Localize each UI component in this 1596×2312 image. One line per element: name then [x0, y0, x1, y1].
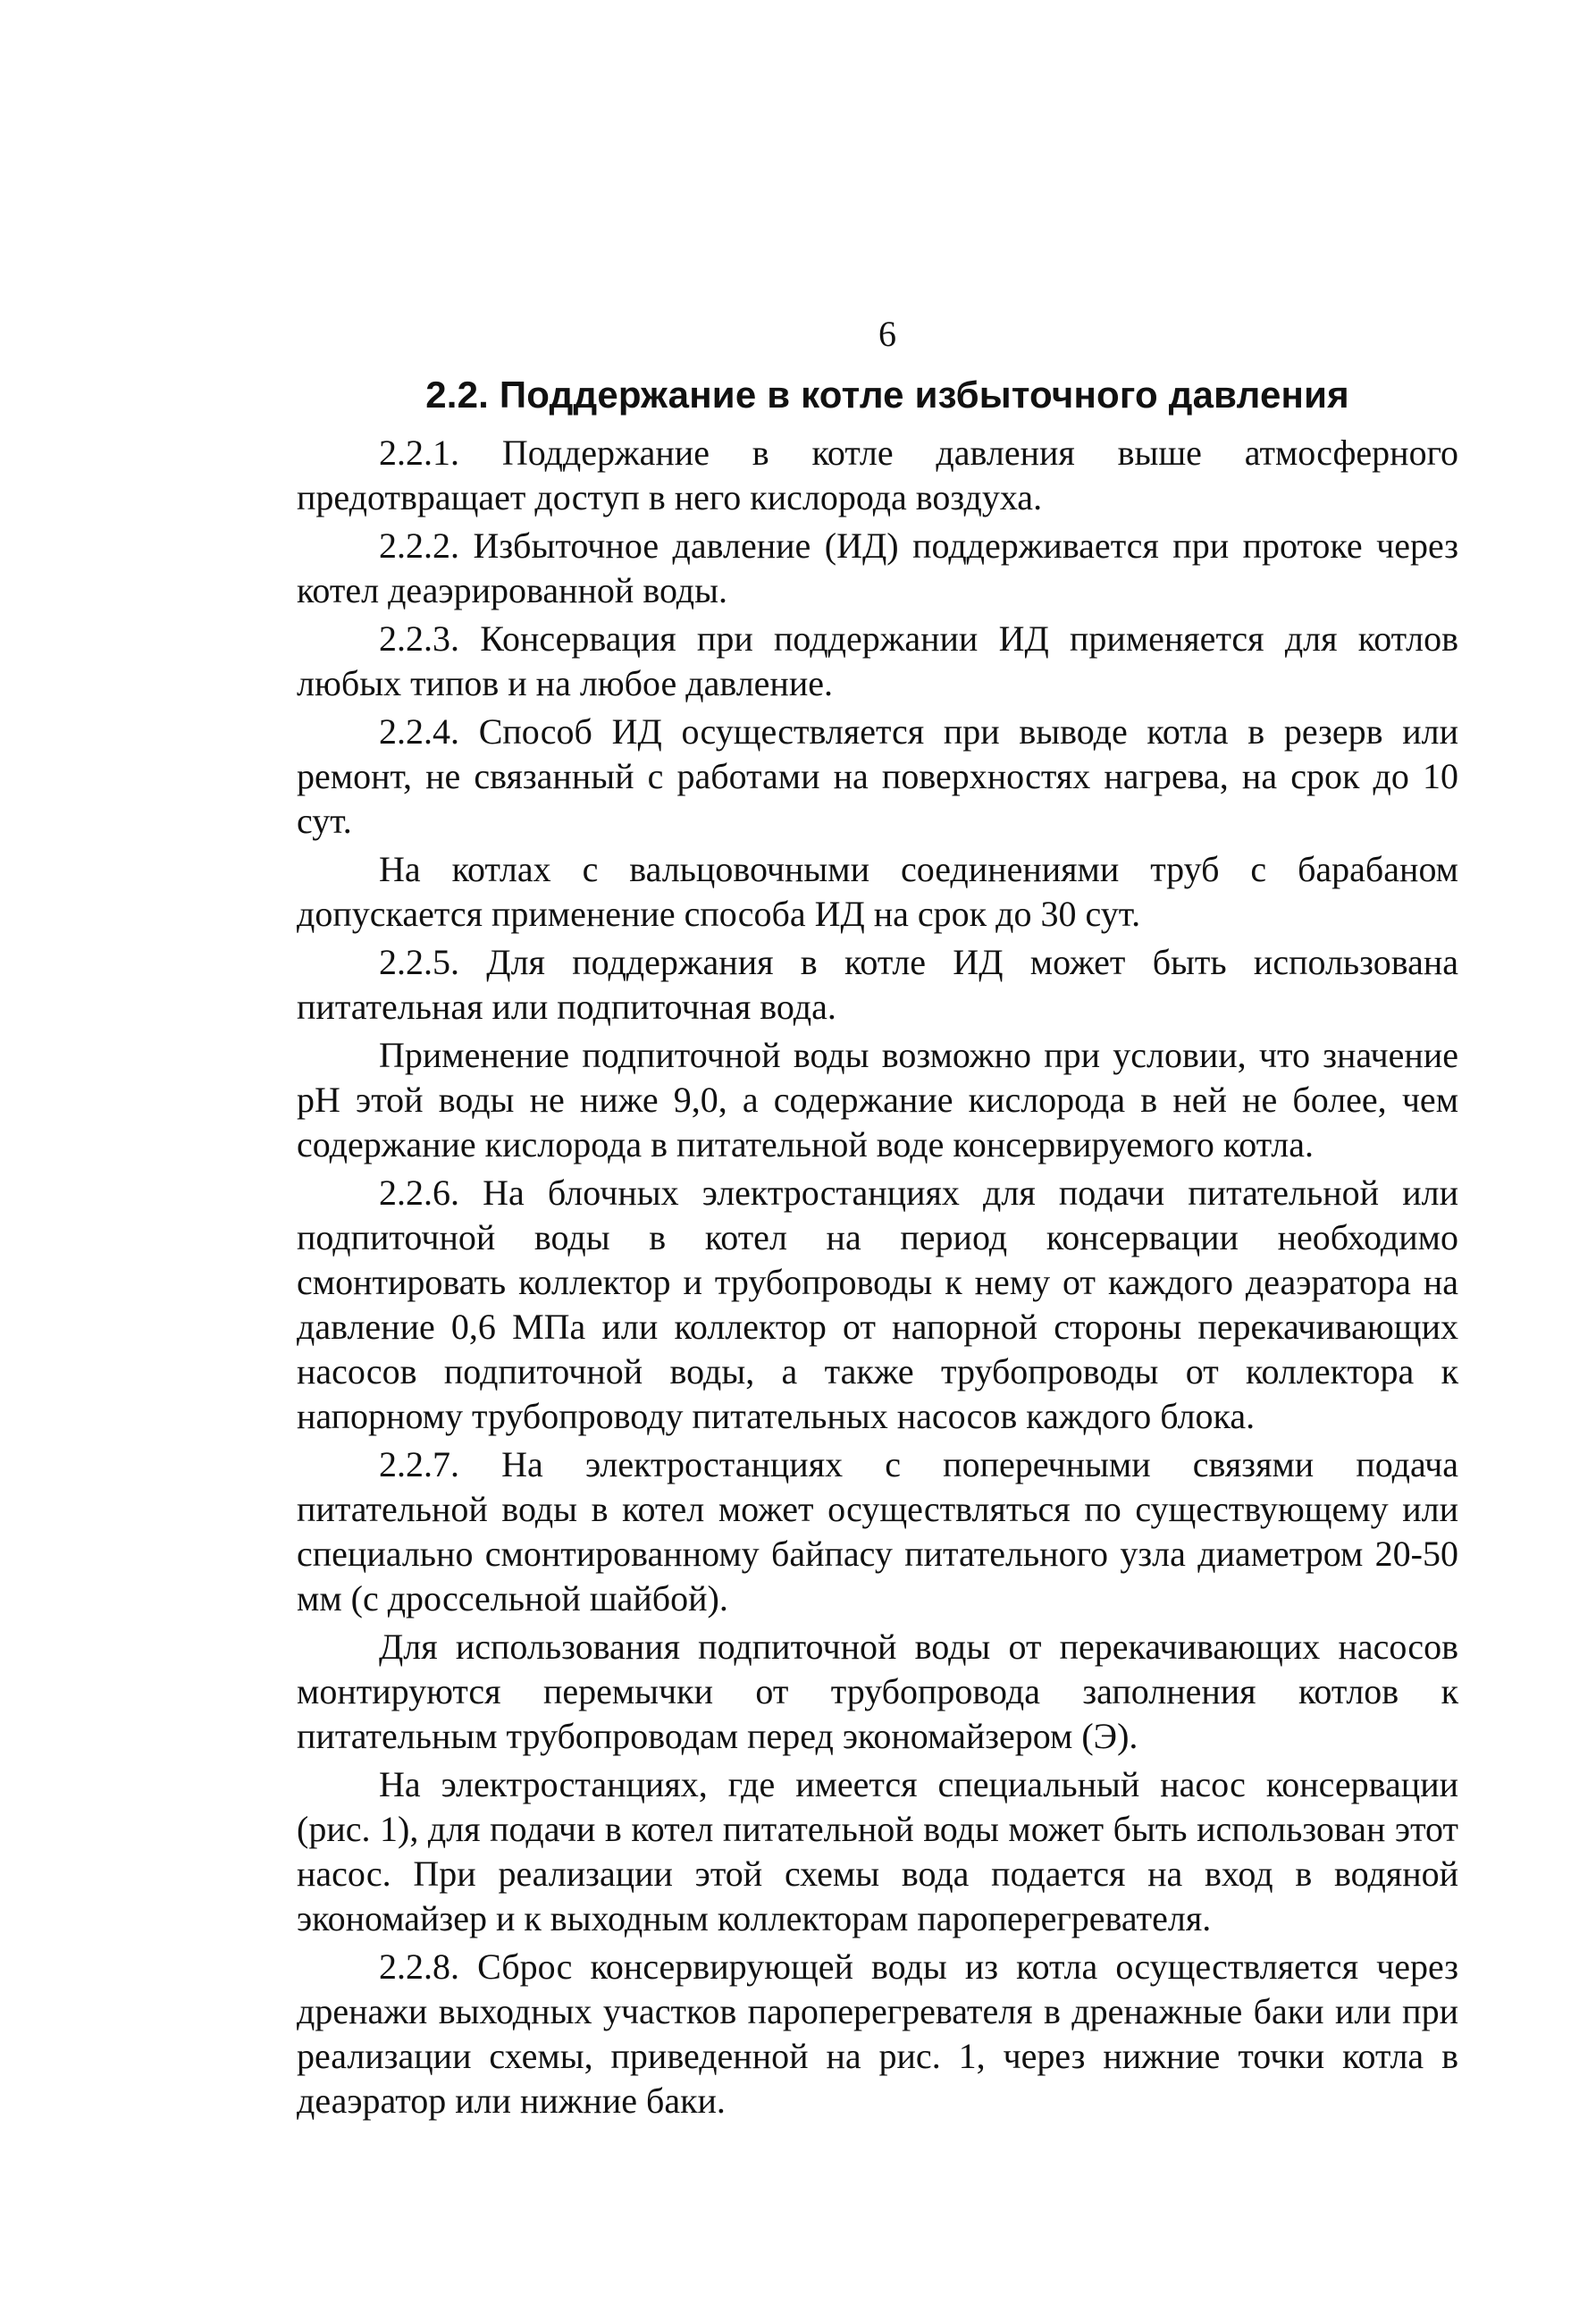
paragraph-2-2-7-note-2: На электростанциях, где имеется специальный насос консервации (рис. 1), для подачи в котел питательной воды может быть использован этот насос. При реализации этой схемы вода подается на вход в водяной экономайзер и к выходным коллекторам пароперегревателя. — [297, 1764, 1458, 1938]
paragraph-2-2-5-note: Применение подпиточной воды возможно при условии, что значение pH этой воды не ниже 9,0, а содержание кислорода в ней не более, чем содержание кислорода в питательной воде консервируемого котла. — [297, 1035, 1458, 1164]
paragraph-2-2-4: 2.2.4. Способ ИД осуществляется при выводе котла в резерв или ремонт, не связанный с работами на поверхностях нагрева, на срок до 10 сут. — [297, 711, 1458, 841]
paragraph-2-2-1: 2.2.1. Поддержание в котле давления выше атмосферного предотвращает доступ в него кислорода воздуха. — [297, 433, 1458, 517]
paragraph-2-2-6: 2.2.6. На блочных электростанциях для подачи питательной или подпиточной воды в котел на период консервации необходимо смонтировать коллектор и трубопроводы к нему от каждого деаэратора на давление 0,6 МПа или коллектор от напорной стороны перекачивающих насосов подпиточной воды, а также трубопроводы от коллектора к напорному трубопроводу питательных насосов каждого блока. — [297, 1173, 1458, 1436]
paragraph-2-2-7: 2.2.7. На электростанциях с поперечными связями подача питательной воды в котел может осуществляться по существующему или специально смонтированному байпасу питательного узла диаметром 20-50 мм (с дроссельной шайбой). — [297, 1444, 1458, 1618]
body-text — [297, 431, 1458, 2123]
paragraph-2-2-7-note-1: Для использования подпиточной воды от перекачивающих насосов монтируются перемычки от трубопровода заполнения котлов к питательным трубопроводам перед экономайзером (Э). — [297, 1627, 1458, 1756]
page-number: 6 — [878, 314, 896, 354]
paragraph-2-2-2: 2.2.2. Избыточное давление (ИД) поддерживается при протоке через котел деаэрированной воды. — [297, 525, 1458, 610]
paragraph-2-2-8: 2.2.8. Сброс консервирующей воды из котла осуществляется через дренажи выходных участков пароперегревателя в дренажные баки или при реализации схемы, приведенной на рис. 1, через нижние точки котла в деаэратор или нижние баки. — [297, 1946, 1458, 2121]
section-title: 2.2. Поддержание в котле избыточного давления — [425, 374, 1349, 416]
document-page — [297, 313, 1458, 2127]
paragraph-2-2-3: 2.2.3. Консервация при поддержании ИД применяется для котлов любых типов и на любое давление. — [297, 618, 1458, 703]
paragraph-2-2-5: 2.2.5. Для поддержания в котле ИД может быть использована питательная или подпиточная вода. — [297, 942, 1458, 1027]
paragraph-2-2-4-note: На котлах с вальцовочными соединениями труб с барабаном допускается применение способа ИД на срок до 30 сут. — [297, 849, 1458, 934]
